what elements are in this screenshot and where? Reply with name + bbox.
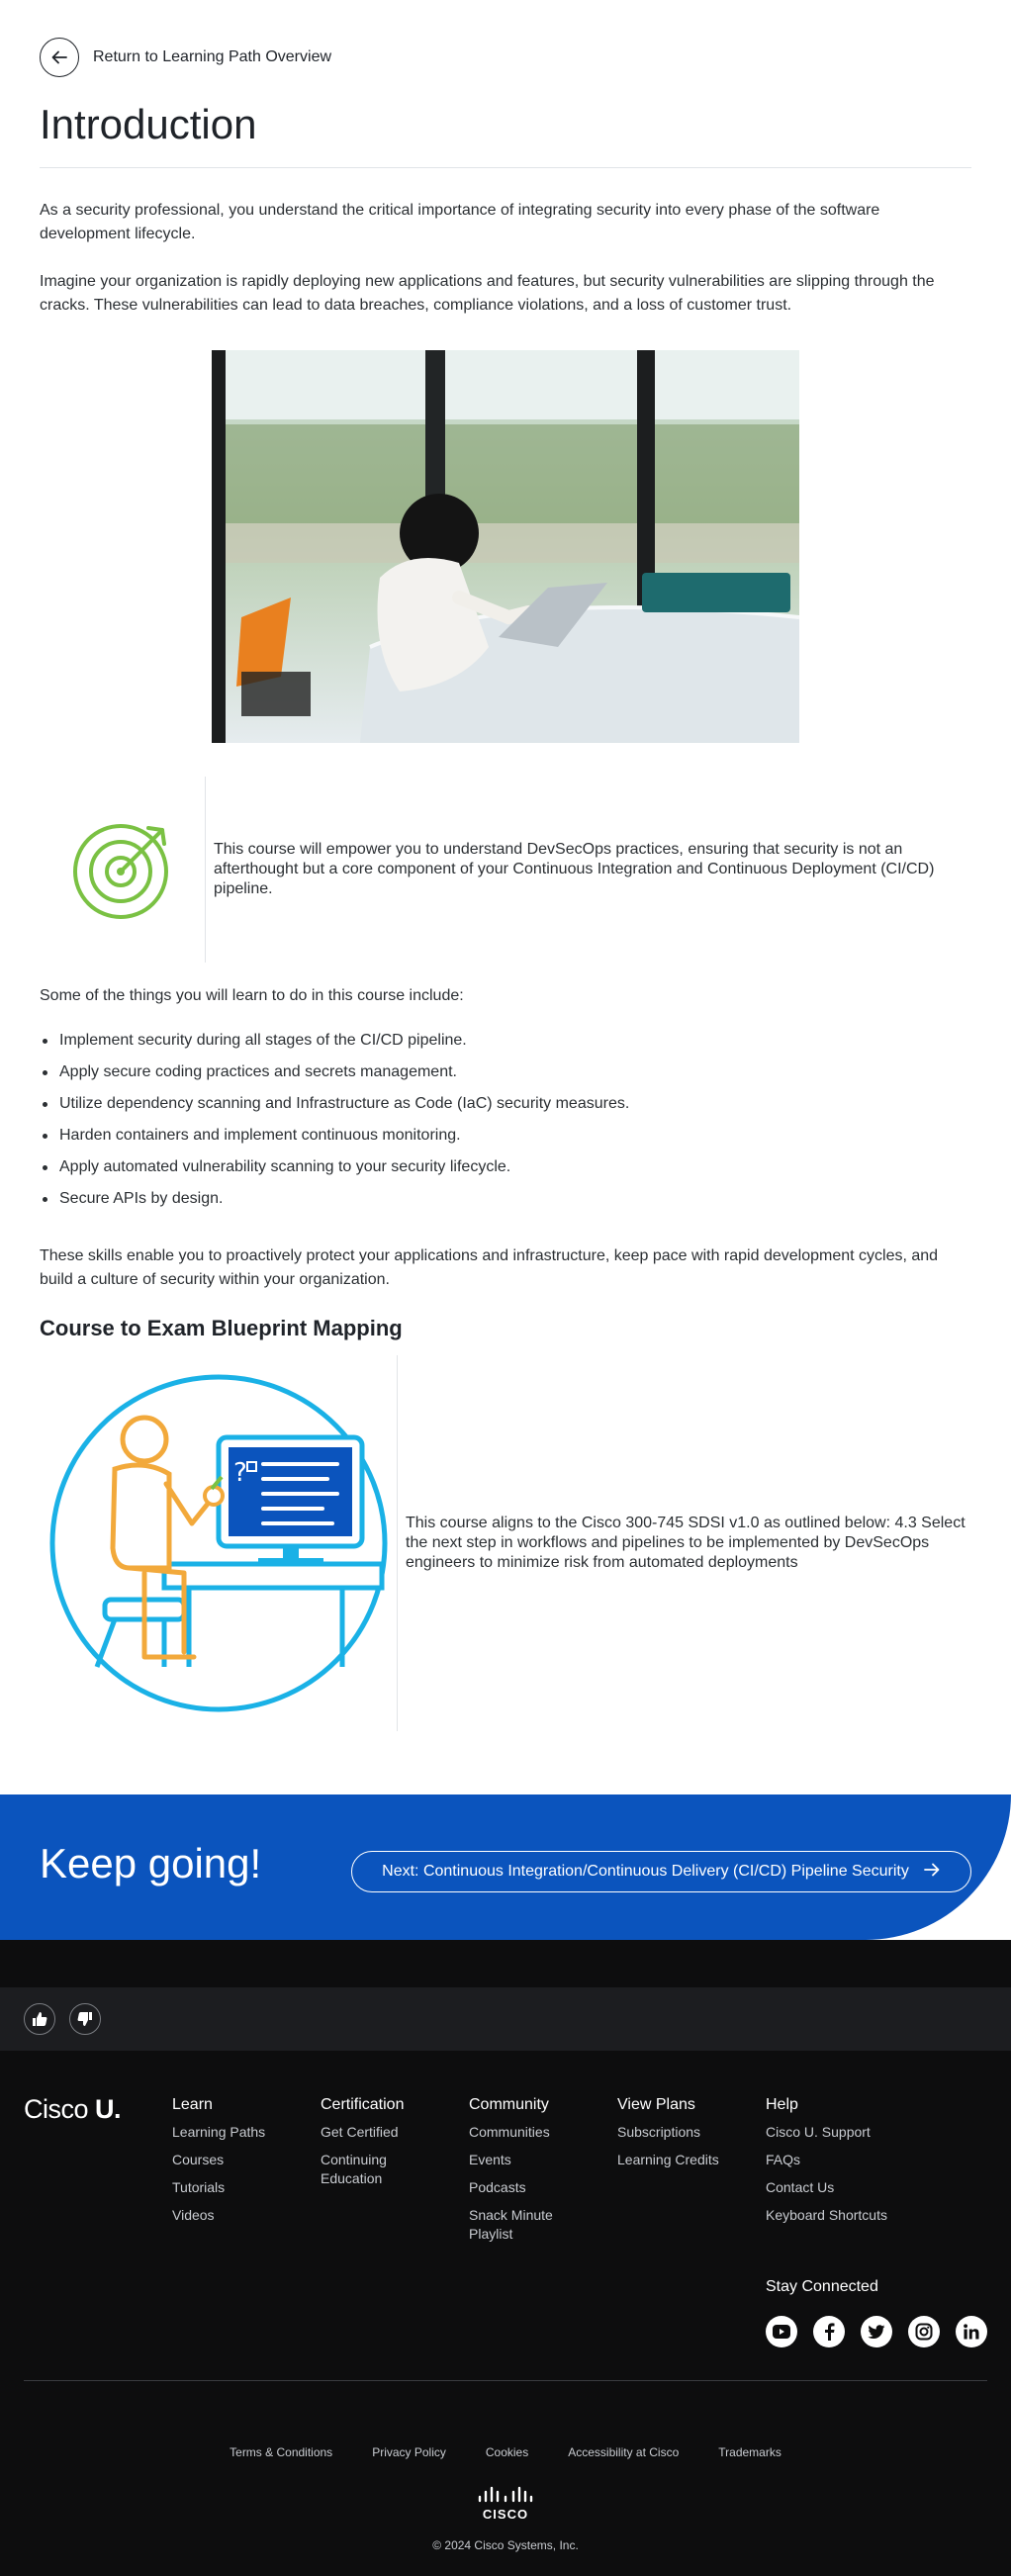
- arrow-right-icon: [923, 1861, 941, 1884]
- footer-column-title: Certification: [321, 2096, 405, 2113]
- footer-link[interactable]: Contact Us: [766, 2179, 835, 2195]
- footer-link[interactable]: Events: [469, 2152, 511, 2167]
- legal-link[interactable]: Terms & Conditions: [230, 2445, 333, 2459]
- target-icon: [40, 777, 206, 963]
- title-divider: [40, 167, 971, 168]
- svg-text:?: ?: [232, 1458, 247, 1488]
- legal-link[interactable]: Privacy Policy: [372, 2445, 446, 2459]
- legal-links: [0, 2445, 1011, 2459]
- footer-link[interactable]: Videos: [172, 2207, 215, 2223]
- keep-going-title: Keep going!: [40, 1840, 262, 1886]
- skills-summary: These skills enable you to proactively protect your applications and infrastructure, keep pace with rapid development cycles, and build a culture of security within your organization.: [40, 1247, 939, 1288]
- back-link[interactable]: [40, 38, 331, 77]
- cisco-u-logo[interactable]: Cisco U.: [24, 2094, 122, 2124]
- page-footer: [0, 1940, 1011, 2576]
- instagram-icon[interactable]: [908, 2316, 940, 2347]
- thumbs-up-icon[interactable]: [24, 2003, 55, 2035]
- learn-intro: Some of the things you will learn to do in this course include:: [40, 987, 464, 1004]
- copyright: © 2024 Cisco Systems, Inc.: [432, 2538, 579, 2552]
- list-item: Implement security during all stages of the CI/CD pipeline.: [40, 1029, 971, 1060]
- footer-link[interactable]: Learning Paths: [172, 2124, 266, 2140]
- legal-link[interactable]: Trademarks: [718, 2445, 781, 2459]
- list-item: Apply automated vulnerability scanning to your security lifecycle.: [40, 1155, 971, 1187]
- learning-objectives-list: [40, 1029, 971, 1219]
- page-title: Introduction: [40, 101, 257, 147]
- footer-column-title: Learn: [172, 2096, 213, 2113]
- back-arrow-icon: [40, 38, 79, 77]
- footer-link[interactable]: Subscriptions: [617, 2124, 701, 2140]
- stay-connected-label: Stay Connected: [766, 2278, 878, 2295]
- keep-going-banner: [0, 1794, 1011, 1940]
- next-lesson-label: Next: Continuous Integration/Continuous Delivery (CI/CD) Pipeline Security: [382, 1863, 909, 1880]
- course-goal-callout: [40, 777, 971, 963]
- social-links: [766, 2316, 987, 2347]
- footer-column-help: [766, 2096, 904, 2234]
- hero-image: [212, 350, 799, 743]
- blueprint-text: This course aligns to the Cisco 300-745 SDSI v1.0 as outlined below: 4.3 Select the next step in workflows and pipelines to be implemented by DevSecOps engineers to minimize risk from automated deployments: [406, 1515, 965, 1571]
- next-lesson-button[interactable]: [351, 1851, 971, 1892]
- footer-link[interactable]: Podcasts: [469, 2179, 526, 2195]
- footer-link[interactable]: Cisco U. Support: [766, 2124, 871, 2140]
- footer-column-learn: [172, 2096, 311, 2234]
- footer-link[interactable]: Snack Minute Playlist: [469, 2207, 553, 2242]
- footer-divider: [24, 2380, 987, 2381]
- list-item: Apply secure coding practices and secrets management.: [40, 1060, 971, 1092]
- youtube-icon[interactable]: [766, 2316, 797, 2347]
- legal-link[interactable]: Accessibility at Cisco: [568, 2445, 680, 2459]
- footer-column-view-plans: [617, 2096, 756, 2178]
- back-link-label: Return to Learning Path Overview: [93, 48, 332, 65]
- feedback-bar: [0, 1987, 1011, 2051]
- thumbs-down-icon[interactable]: [69, 2003, 101, 2035]
- footer-link[interactable]: Courses: [172, 2152, 225, 2167]
- linkedin-icon[interactable]: [956, 2316, 987, 2347]
- intro-paragraph-1: As a security professional, you understand the critical importance of integrating security into every phase of the software development lifecycle.: [40, 202, 880, 242]
- cisco-logo[interactable]: [474, 2485, 537, 2525]
- learner-illustration-icon: [40, 1355, 398, 1731]
- footer-column-title: View Plans: [617, 2096, 695, 2113]
- course-goal-text: This course will empower you to understand DevSecOps practices, ensuring that security is not an afterthought but a core component of your Continuous Integration and Continuous Deployment (CI/CD) pipeline.: [214, 841, 935, 897]
- footer-column-certification: [321, 2096, 419, 2197]
- blueprint-callout: [40, 1355, 971, 1731]
- footer-link[interactable]: Get Certified: [321, 2124, 399, 2140]
- footer-column-title: Help: [766, 2096, 798, 2113]
- footer-link[interactable]: Learning Credits: [617, 2152, 719, 2167]
- footer-link[interactable]: Keyboard Shortcuts: [766, 2207, 887, 2223]
- footer-column-title: Community: [469, 2096, 549, 2113]
- footer-link[interactable]: FAQs: [766, 2152, 801, 2167]
- twitter-icon[interactable]: [861, 2316, 892, 2347]
- svg-text:CISCO: CISCO: [482, 2507, 529, 2522]
- intro-paragraph-2: Imagine your organization is rapidly deploying new applications and features, but security vulnerabilities are slipping through the cracks. These vulnerabilities can lead to data breaches, compliance violations, and a loss of customer trust.: [40, 273, 935, 314]
- footer-link[interactable]: Communities: [469, 2124, 550, 2140]
- blueprint-heading: Course to Exam Blueprint Mapping: [40, 1316, 403, 1340]
- facebook-icon[interactable]: [813, 2316, 845, 2347]
- list-item: Secure APIs by design.: [40, 1187, 971, 1219]
- footer-column-community: [469, 2096, 578, 2253]
- footer-link[interactable]: Continuing Education: [321, 2152, 387, 2186]
- footer-link[interactable]: Tutorials: [172, 2179, 226, 2195]
- legal-link[interactable]: Cookies: [485, 2445, 529, 2459]
- list-item: Harden containers and implement continuous monitoring.: [40, 1124, 971, 1155]
- list-item: Utilize dependency scanning and Infrastructure as Code (IaC) security measures.: [40, 1092, 971, 1124]
